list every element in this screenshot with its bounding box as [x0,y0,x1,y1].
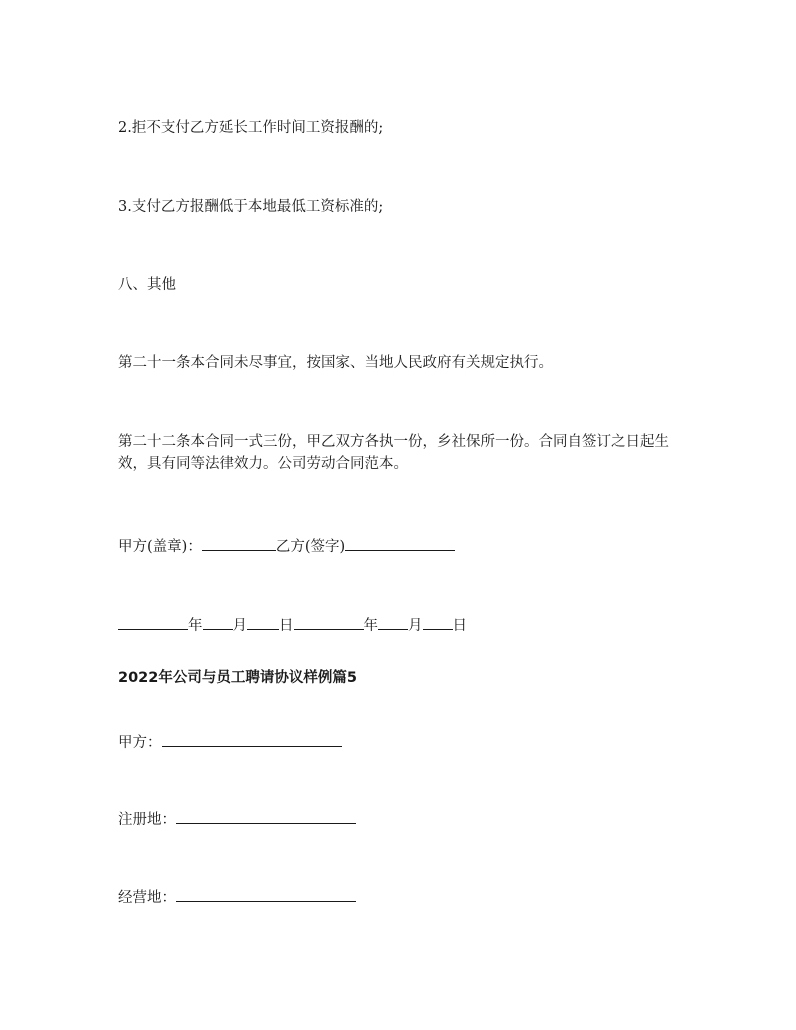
party-a-row [118,731,342,754]
party-b-blank [345,535,455,551]
party-a-year-label: 年 [188,618,203,634]
signature-row [118,535,455,558]
party-b-month-label: 月 [408,618,423,634]
party-b-year-label: 年 [363,618,378,634]
party-a-day-blank [247,614,279,630]
party-b-month-blank [378,614,408,630]
party-a-month-blank [203,614,233,630]
registered-address-blank [176,808,356,824]
business-address-blank [176,886,356,902]
article-21: 第二十一条本合同未尽事宜，按国家、当地人民政府有关规定执行。 [118,355,553,371]
business-address-label: 经营地： [118,890,176,906]
party-a-month-label: 月 [232,618,247,634]
date-row [118,614,467,637]
section-title-other: 八、其他 [118,277,176,293]
clause-item-2: 2.拒不支付乙方延长工作时间工资报酬的; [118,120,384,136]
registered-address-row [118,808,356,831]
party-a-blank [202,535,276,551]
party-a-seal-label: 甲方(盖章)： [118,539,202,555]
party-b-day-blank [423,614,453,630]
party-a-year-blank [118,614,188,630]
party-a-name-blank [162,731,342,747]
registered-address-label: 注册地： [118,812,176,828]
party-b-day-label: 日 [452,618,467,634]
article-5-title: 2022年公司与员工聘请协议样例篇5 [118,670,357,686]
article-22: 第二十二条本合同一式三份，甲乙双方各执一份，乡社保所一份。合同自签订之日起生效，具有同等法律效力。公司劳动合同范本。 [118,434,669,472]
party-a-label: 甲方： [118,735,162,751]
party-b-sign-label: 乙方(签字) [275,539,346,555]
party-b-year-blank [294,614,364,630]
clause-item-3: 3.支付乙方报酬低于本地最低工资标准的; [118,199,384,215]
business-address-row [118,886,356,909]
party-a-day-label: 日 [279,618,294,634]
